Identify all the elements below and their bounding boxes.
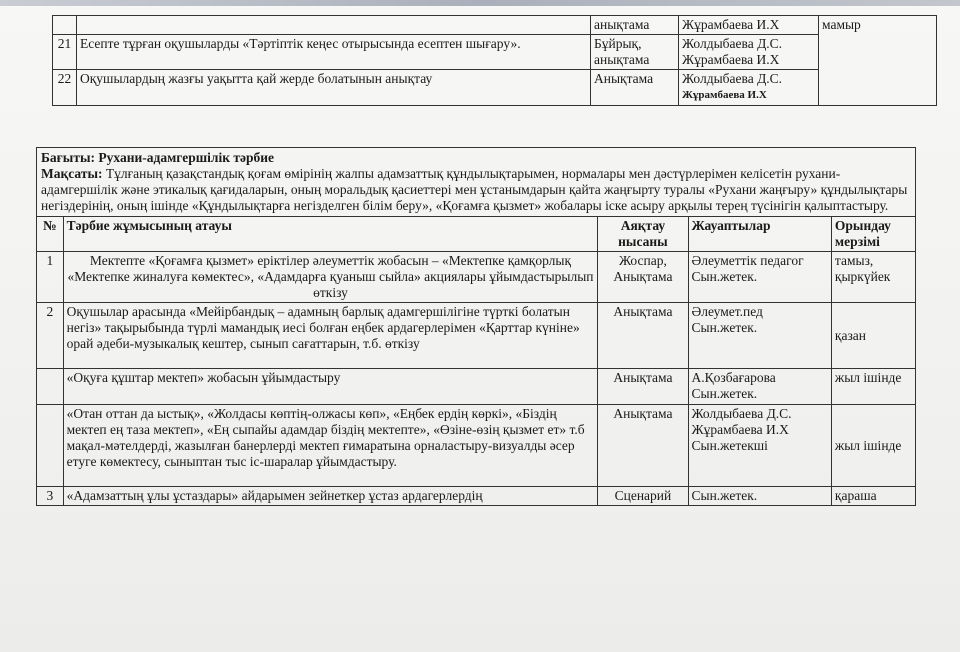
row-num [37,369,64,405]
row-resp: А.Қозбағарова Сын.жетек. [688,369,831,405]
row-doc: анықтама [591,16,679,35]
row-resp: Сын.жетек. [688,487,831,506]
row-num: 3 [37,487,64,506]
row-date: қазан [831,303,915,369]
row-doc: Анықтама [598,405,688,487]
resp-line-small: Жұрамбаева И.Х [682,89,767,101]
row-name: Есепте тұрған оқушыларды «Тәртіптік кеңес отырысында есептен шығару». [77,35,591,70]
row-name: Оқушылардың жазғы уақытта қай жерде болатынын анықтау [77,70,591,106]
plan-table-spiritual [36,147,916,506]
row-doc: Жоспар, Анықтама [598,252,688,303]
row-doc: Бұйрық, анықтама [591,35,679,70]
row-name: Оқушылар арасында «Мейірбандық – адамның барлық адамгершілігіне түрткі болатын негіз» тақырыбында түрлі мамандық иесі болған еңбек ардагерлерімен «Қарттар күніне» орай әдеби-музыкалық кештер, сынып сағаттарын, т.б. өткізу [63,303,598,369]
row-num [53,16,77,35]
header-resp: Жауаптылар [688,217,831,252]
table-row [37,369,916,405]
header-doc: Аяқтау нысаны [598,217,688,252]
header-date: Орындау мерзімі [831,217,915,252]
direction-row [37,148,916,217]
table-row [53,35,937,70]
row-resp: Әлеуметтік педагог Сын.жетек. [688,252,831,303]
plan-table-top [52,15,937,106]
row-name [77,16,591,35]
row-resp: Жұрамбаева И.Х [679,16,819,35]
direction-value: Рухани-адамгершілік тәрбие [98,150,275,165]
direction-label: Бағыты: [41,150,96,165]
row-name: «Адамзаттың ұлы ұстаздары» айдарымен зейнеткер ұстаз ардагерлердің [63,487,598,506]
row-date: жыл ішінде [831,405,915,487]
table-row [53,70,937,106]
row-date: жыл ішінде [831,369,915,405]
header-row [37,217,916,252]
goal-label: Мақсаты: [41,166,103,181]
row-date: мамыр [819,16,937,106]
row-num: 1 [37,252,64,303]
row-name: «Оқуға құштар мектеп» жобасын ұйымдастыру [63,369,598,405]
row-doc: Анықтама [598,369,688,405]
direction-cell [37,148,916,217]
table-row [37,405,916,487]
goal-text: Тұлғаның қазақстандық қоғам өмірінің жалпы адамзаттық құндылықтарымен, нормалары мен дәстүрлерімен келісетін рухани-адамгершілік және этикалық қағидаларын, оның моральдық қасиеттері мен ұстанымдарын қайта жаңғырту туралы «Рухани жаңғыру» құндылықтары негіздерінің, оның ішінде «Құндылықтарға негізделген білім беру», «Қоғамға қызмет» жобалары іске асыру арқылы терең түсінігін қалыптастыру. [41,166,908,213]
table-row [37,303,916,369]
resp-line: Жолдыбаева Д.С. [682,36,783,51]
row-doc: Анықтама [591,70,679,106]
row-num: 21 [53,35,77,70]
row-num [37,405,64,487]
table-row [53,16,937,35]
table-row [37,252,916,303]
row-date: тамыз, қыркүйек [831,252,915,303]
row-name: «Отан оттан да ыстық», «Жолдасы көптің-олжасы көп», «Еңбек ердің көркі», «Біздің мектеп ең таза мектеп», «Ең сыпайы адамдар біздің мектепте», «Өзіне-өзің қызмет ет» т.б мақал-мәтелдерді, жазылған банерлерді мектеп ғимаратына орналастыру-визуалды әсер етуге көмектесу, сыныптан тыс іс-шаралар ұйымдастыру. [63,405,598,487]
row-name: Мектепте «Қоғамға қызмет» еріктілер әлеуметтік жобасын – «Мектепке қамқорлық «Мектепке жиналуға көмектес», «Адамдарға қуаныш сыйла» акциялары ұйымдастырылып өткізу [63,252,598,303]
row-num: 22 [53,70,77,106]
header-num: № [37,217,64,252]
row-resp [679,35,819,70]
row-doc: Анықтама [598,303,688,369]
row-doc: Сценарий [598,487,688,506]
row-resp: Әлеумет.пед Сын.жетек. [688,303,831,369]
row-date: қараша [831,487,915,506]
scanner-edge [0,0,960,6]
row-resp [679,70,819,106]
resp-line: Жұрамбаева И.Х [682,52,780,67]
header-name: Тәрбие жұмысының атауы [63,217,598,252]
row-resp: Жолдыбаева Д.С. Жұрамбаева И.Х Сын.жетекші [688,405,831,487]
resp-line: Жолдыбаева Д.С. [682,71,783,86]
row-num: 2 [37,303,64,369]
table-row [37,487,916,506]
